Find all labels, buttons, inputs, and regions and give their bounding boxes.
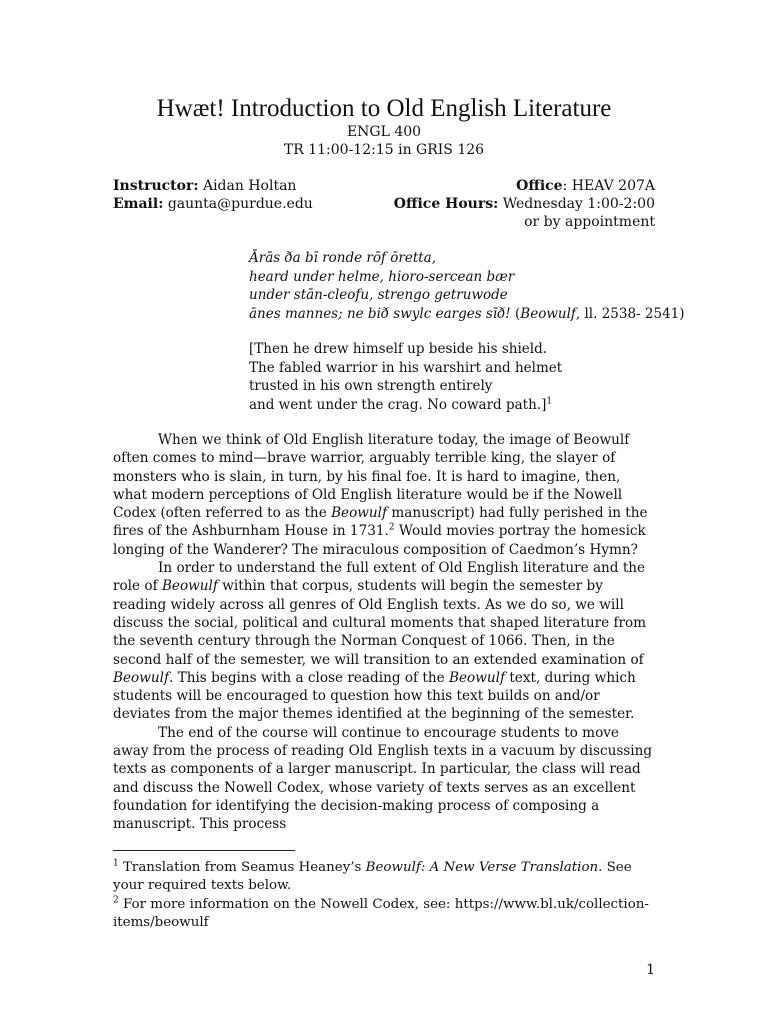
course-code: ENGL 400 [346, 124, 422, 140]
footnote-ref-1[interactable]: 1 [546, 396, 553, 406]
paragraph-text: . This begins with a close reading of the [169, 669, 449, 686]
body-paragraph-1 [113, 431, 655, 559]
footnote-book-title: Beowulf: A New Verse Translation [365, 860, 599, 875]
body-text [113, 431, 655, 834]
paragraph-text: When we think of Old English literature today, the image of Beowulf often comes to mind—brave warrior, arguably terrible king, the slayer of monsters who is slain, in turn, by his final foe. It is hard to imagine, then, what modern perceptions of Old English literature would be if the Nowell Codex (often referred to as the [113, 432, 630, 522]
citation-title: Beowulf [520, 305, 576, 322]
verse-line-text: ānes mannes; ne bið swylc earges sīð! [249, 305, 511, 322]
citation-lines: , ll. 2538- 2541) [575, 305, 685, 322]
footnote-text: . See your required texts below. [113, 860, 632, 894]
email-label: Email: [113, 196, 164, 212]
citation-open: ( [510, 305, 521, 322]
office-hours-value: Wednesday 1:00-2:00 [502, 196, 655, 212]
paragraph-text: within that corpus, students will begin the semester by reading widely across all genres of Old English texts. As we do so, we will discuss the social, political and cultural moments that shaped literature from the seventh century through the Norman Conquest of 1066. Then, in the second half of the semester, we will transition to an extended examination of [113, 578, 647, 668]
instructor-label: Instructor: [113, 178, 199, 194]
office-line [516, 177, 655, 195]
translation-line: trusted in his own strength entirely [249, 378, 493, 394]
instructor-name: Aidan Holtan [202, 178, 297, 194]
translation-line-last [249, 396, 669, 415]
translation-line: [Then he drew himself up beside his shield. [249, 341, 548, 357]
footnote-number: 1 [113, 858, 119, 869]
verse-line: heard under helme, hioro-sercean bær [249, 268, 515, 285]
translation-line: The fabled warrior in his warshirt and helmet [249, 359, 563, 376]
paragraph-text: manuscript) had fully perished in the fires of the Ashburnham House in 1731. [113, 505, 648, 540]
old-english-verse [249, 249, 685, 323]
paragraph-text: Would movies portray the homesick longing of the Wanderer? The miraculous composition of Caedmon’s Hymn? [113, 523, 646, 558]
footnote-ref-2[interactable]: 2 [388, 522, 395, 533]
italic-title: Beowulf [449, 669, 505, 686]
italic-title: Beowulf [161, 578, 218, 595]
footnotes [113, 859, 658, 932]
email-address: gaunta@purdue.edu [167, 196, 313, 212]
italic-title: Beowulf [331, 505, 388, 522]
office-hours-label: Office Hours: [393, 196, 499, 212]
office-hours-line [394, 195, 655, 213]
footnote-number: 2 [113, 895, 119, 906]
footnote-1 [113, 859, 658, 896]
footnote-link-text[interactable]: For more information on the Nowell Codex, see: https://www.bl.uk/collection-items/beowulf [113, 896, 649, 930]
office-location: : HEAV 207A [562, 178, 655, 194]
office-hours-note: or by appointment [524, 214, 655, 230]
verse-line-with-citation [249, 305, 685, 324]
body-paragraph-2 [113, 559, 655, 724]
paragraph-text: text, during which students will be encouraged to question how this text builds on and/or deviates from the major themes identified at the beginning of the semester. [113, 669, 636, 723]
body-paragraph-3: The end of the course will continue to encourage students to move away from the process of reading Old English texts in a vacuum by discussing texts as components of a larger manuscript. In particular, the class will read and discuss the Nowell Codex, whose variety of texts serves as an excellent foundation for identifying the decision-making process of composing a manuscript. This process [113, 724, 653, 833]
email-line [113, 195, 313, 213]
verse-line: under stān-cleofu, strengo getruwode [249, 287, 508, 303]
instructor-line [113, 177, 296, 195]
page-title: Hwæt! Introduction to Old English Literature [156, 95, 612, 122]
page-number: 1 [646, 962, 655, 978]
verse-line: Ārās ða bī ronde rōf ōretta, [249, 250, 437, 266]
footnote-divider [113, 850, 295, 851]
translation-line-text: and went under the crag. No coward path.] [249, 396, 547, 413]
italic-title: Beowulf [113, 669, 169, 686]
footnote-text: Translation from Seamus Heaney’s [118, 860, 366, 875]
footnote-2 [113, 896, 658, 933]
paragraph-text: In order to understand the full extent of Old English literature and the role of [113, 560, 646, 595]
verse-translation [249, 340, 669, 414]
course-schedule: TR 11:00-12:15 in GRIS 126 [283, 142, 485, 158]
office-label: Office [516, 178, 563, 194]
